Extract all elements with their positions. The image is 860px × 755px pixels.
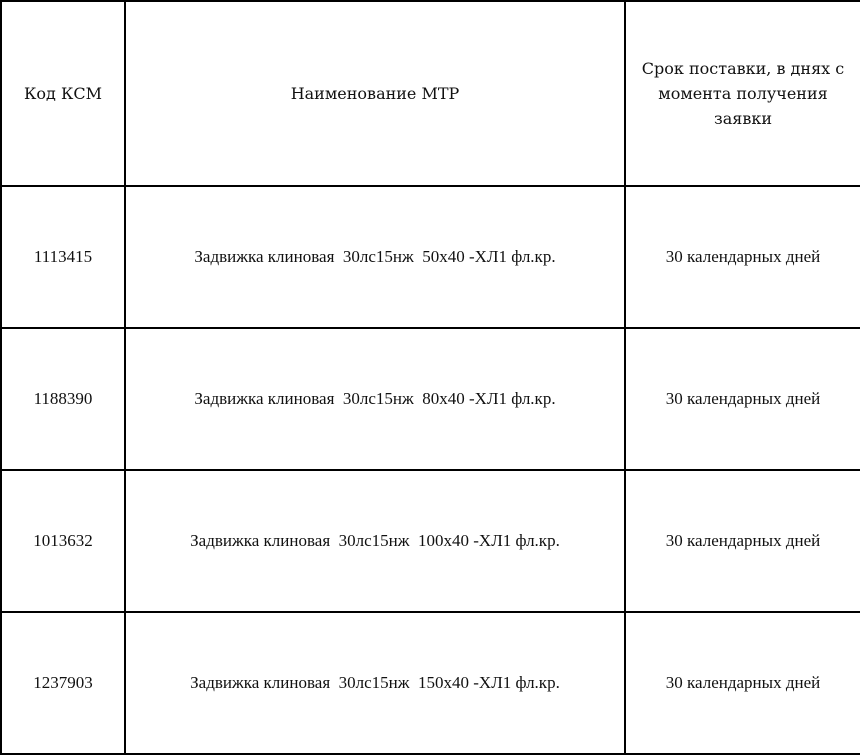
table-row bbox=[1, 470, 860, 612]
cell-name: Задвижка клиновая 30лс15нж 150х40 -ХЛ1 фл.кр. bbox=[125, 612, 625, 754]
cell-name: Задвижка клиновая 30лс15нж 100х40 -ХЛ1 фл.кр. bbox=[125, 470, 625, 612]
cell-name: Задвижка клиновая 30лс15нж 80х40 -ХЛ1 фл.кр. bbox=[125, 328, 625, 470]
cell-code: 1188390 bbox=[1, 328, 125, 470]
cell-term: 30 календарных дней bbox=[625, 470, 860, 612]
header-code: Код КСМ bbox=[1, 1, 125, 186]
cell-name: Задвижка клиновая 30лс15нж 50х40 -ХЛ1 фл.кр. bbox=[125, 186, 625, 328]
header-row bbox=[1, 1, 860, 186]
table-row bbox=[1, 186, 860, 328]
cell-term: 30 календарных дней bbox=[625, 328, 860, 470]
cell-code: 1113415 bbox=[1, 186, 125, 328]
table-row bbox=[1, 612, 860, 754]
cell-code: 1237903 bbox=[1, 612, 125, 754]
cell-code: 1013632 bbox=[1, 470, 125, 612]
header-delivery-term: Срок поставки, в днях с момента получения заявки bbox=[625, 1, 860, 186]
cell-term: 30 календарных дней bbox=[625, 186, 860, 328]
cell-term: 30 календарных дней bbox=[625, 612, 860, 754]
table-row bbox=[1, 328, 860, 470]
header-name: Наименование МТР bbox=[125, 1, 625, 186]
